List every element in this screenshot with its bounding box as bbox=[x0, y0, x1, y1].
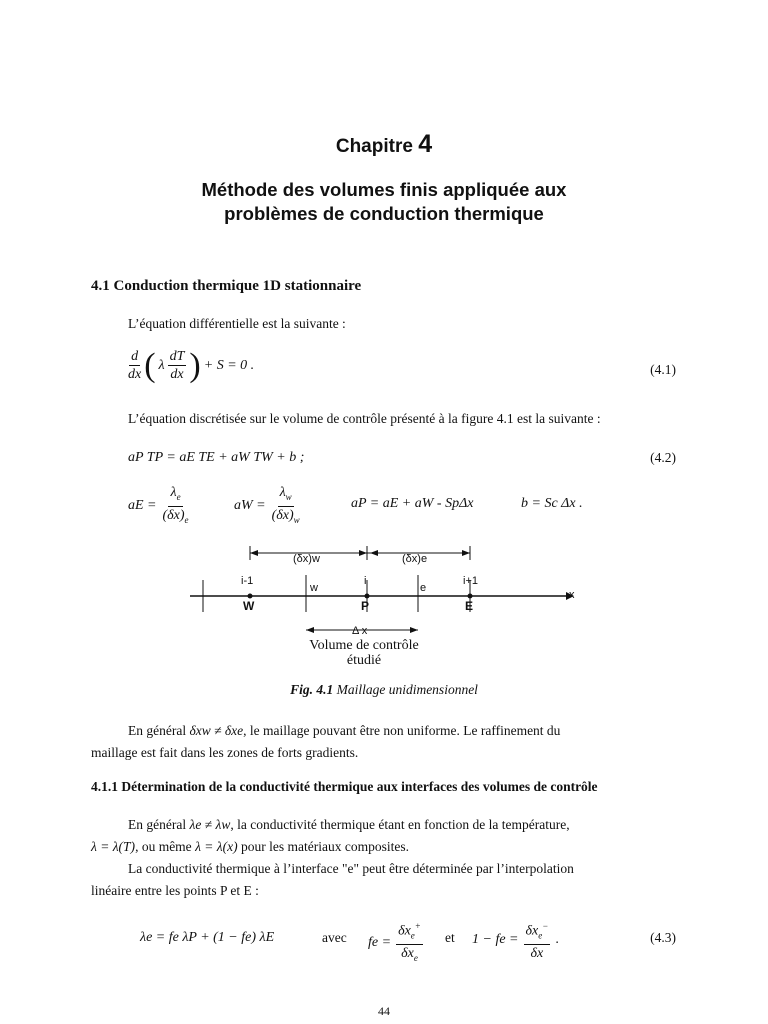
label-node-i: i bbox=[364, 575, 367, 587]
coefficient-aE: aE = $\frac{\lambda_e}{(\delta x)_e}$ bbox=[128, 485, 189, 525]
label-axis-x: x bbox=[569, 589, 575, 601]
chapter-title-line1: Méthode des volumes finis appliquée aux bbox=[201, 179, 567, 200]
label-cv-line2: étudié bbox=[346, 653, 382, 668]
equation-4-3-fe: fe = $\frac{\delta x_e^+}{\delta x_e}$ bbox=[368, 918, 423, 967]
label-point-P: P bbox=[361, 599, 370, 613]
equation-number-4-3: (4.3) bbox=[650, 930, 676, 945]
equation-4-3-one-minus-fe: 1 − fe = $\frac{\delta x_e^-}{\delta x}$ . bbox=[472, 918, 559, 962]
equation-4-3-left: λe = fe λP + (1 − fe) λE bbox=[140, 930, 275, 945]
label-node-ip1: i+1 bbox=[463, 575, 478, 587]
section-heading-4-1: 4.1 Conduction thermique 1D stationnaire bbox=[91, 278, 362, 294]
equation-number-4-1: (4.1) bbox=[650, 362, 676, 377]
label-dxe: (δx)e bbox=[402, 553, 428, 565]
label-dxw: (δx)w bbox=[293, 553, 320, 565]
point-W-marker bbox=[248, 594, 253, 599]
label-cv-line1: Volume de contrôle bbox=[309, 638, 419, 653]
label-point-E: E bbox=[465, 599, 474, 613]
label-node-e: e bbox=[420, 582, 427, 594]
equation-4-3-et: et bbox=[445, 930, 455, 945]
label-node-im1: i-1 bbox=[241, 575, 254, 587]
paragraph-conductivity: En général λe ≠ λw, la conductivité thermique étant en fonction de la température, λ = λ(T), ou même λ = λ(x) pour les matériaux composites. La conductivité thermique à l’interface "e" peut être déterminée par l’interpolation linéaire entre les points P et E : bbox=[91, 817, 574, 898]
paragraph-intro: L’équation différentielle est la suivante : bbox=[128, 316, 346, 331]
label-point-W: W bbox=[243, 599, 255, 613]
point-E-marker bbox=[468, 594, 473, 599]
coefficient-aW: aW = $\frac{\lambda_w}{(\delta x)_w}$ bbox=[234, 485, 300, 525]
point-P-marker bbox=[365, 594, 370, 599]
paragraph-discretized: L’équation discrétisée sur le volume de contrôle présenté à la figure 4.1 est la suivante : bbox=[128, 411, 601, 426]
chapter-title-line2: problèmes de conduction thermique bbox=[224, 203, 544, 224]
chapter-heading bbox=[0, 130, 768, 159]
figure-caption: Fig. 4.1 Maillage unidimensionnel bbox=[290, 682, 478, 697]
paragraph-mesh: En général δxw ≠ δxe, le maillage pouvant être non uniforme. Le raffinement du maillage est fait dans les zones de forts gradients. bbox=[91, 723, 561, 760]
label-deltax: Δ x bbox=[352, 625, 368, 637]
figure-mesh-diagram bbox=[180, 540, 600, 675]
chapter-number: 4 bbox=[418, 130, 433, 158]
page-number: 44 bbox=[378, 1004, 390, 1018]
label-node-w: w bbox=[310, 582, 318, 594]
chapter-title bbox=[0, 178, 768, 226]
math-inline: δxw ≠ δxe bbox=[189, 723, 244, 738]
eq41-tail: + S = 0 . bbox=[203, 357, 255, 373]
equation-4-3-avec: avec bbox=[322, 930, 347, 945]
chapter-label: Chapitre bbox=[335, 136, 413, 157]
equation-4-1: $\frac{d}{dx}$ ( λ $\frac{dT}{dx}$ ) + S = 0 . bbox=[128, 346, 255, 384]
equation-4-2: aP TP = aE TE + aW TW + b ; bbox=[128, 450, 305, 465]
section-heading-4-1-1: 4.1.1 Détermination de la conductivité thermique aux interfaces des volumes de contrôle bbox=[91, 779, 598, 794]
equation-number-4-2: (4.2) bbox=[650, 450, 676, 465]
coefficient-b: b = Sc Δx . bbox=[521, 496, 583, 511]
coefficient-aP: aP = aE + aW - SpΔx bbox=[351, 496, 474, 511]
